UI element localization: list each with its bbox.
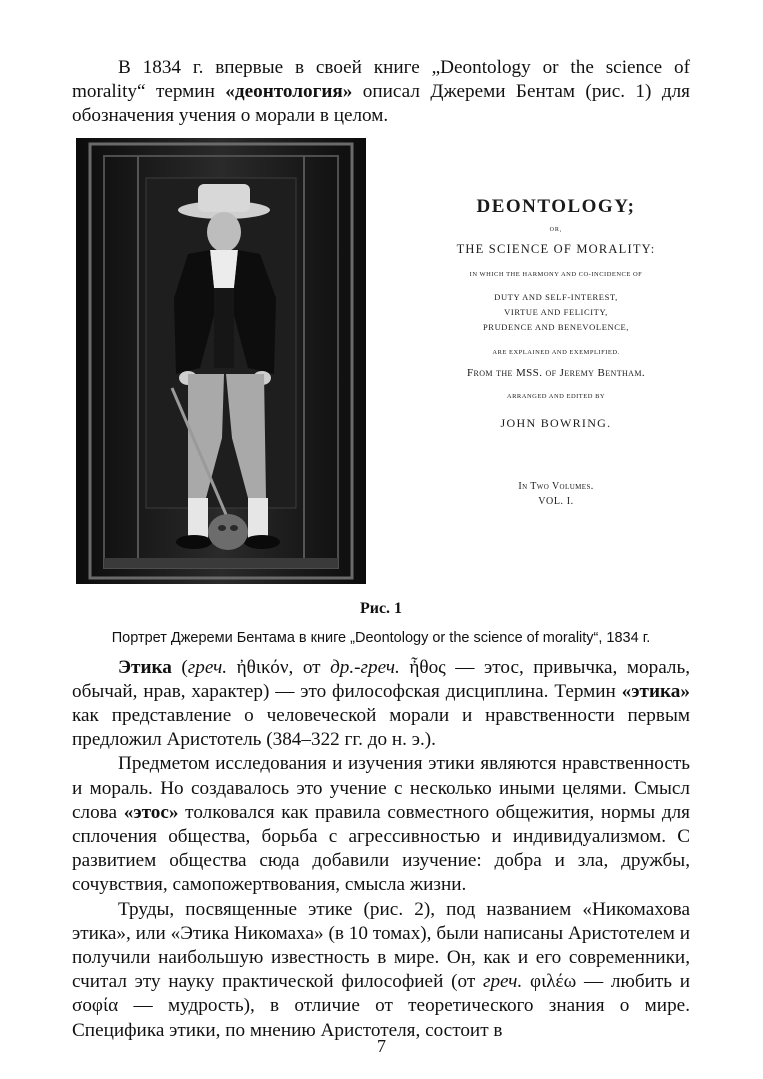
book-volumes: In Two Volumes. bbox=[518, 480, 594, 492]
book-title-or: OR, bbox=[549, 226, 563, 233]
book-subtitle: THE SCIENCE OF MORALITY: bbox=[456, 241, 656, 256]
term-ethics: Этика bbox=[118, 656, 172, 678]
text-span: Предметом исследования и изучения этики являются нравственность и мораль. Но создавалось это учение с несколько иными целями. Смысл слова bbox=[72, 753, 690, 823]
book-from: From the MSS. of Jeremy Bentham. bbox=[466, 366, 646, 379]
text-span: ( bbox=[171, 656, 188, 678]
book-title-page bbox=[422, 196, 690, 507]
intro-text-2: описал Джереми Бентам (рис. 1) для обозначения учения о морали в целом. bbox=[72, 81, 691, 127]
text-span: Труды, посвященные этике (рис. 2), под названием «Никомахова этика», или «Этика Никомаха» (в 10 томах), были написаны Аристотелем и получили наибольшую известность в мире. Он, как и его современники, считал эту науку практической философией (от bbox=[72, 898, 690, 993]
ethics-paragraph-3 bbox=[72, 898, 690, 1043]
text-span: как представление о человеческой морали и нравственности первым предложил Аристотель (384–322 гг. до н. э.). bbox=[72, 705, 690, 751]
page-content bbox=[72, 56, 690, 1043]
intro-text-1: В 1834 г. впервые в своей книге „Deontology or the science of morality“ термин bbox=[72, 57, 690, 103]
book-line-4: PRUDENCE AND BENEVOLENCE, bbox=[482, 321, 630, 332]
greek-label: греч. bbox=[187, 656, 228, 678]
ethics-paragraph-2 bbox=[72, 752, 690, 897]
term-deontology: «деонтология» bbox=[225, 81, 353, 103]
intro-paragraph bbox=[72, 56, 690, 129]
term-ethics-quoted: «этика» bbox=[621, 680, 690, 702]
greek-label: греч. bbox=[482, 971, 523, 993]
book-line-1: IN WHICH THE HARMONY AND CO-INCIDENCE OF bbox=[469, 270, 643, 278]
book-arranged: ARRANGED AND EDITED BY bbox=[506, 392, 606, 400]
figure-caption: Портрет Джереми Бентама в книге „Deontology or the science of morality“, 1834 г. bbox=[111, 629, 651, 646]
book-lines bbox=[422, 290, 690, 335]
book-author: JOHN BOWRING. bbox=[500, 415, 612, 430]
book-line-5: ARE EXPLAINED AND EXEMPLIFIED. bbox=[492, 348, 620, 356]
bentham-auto-icon bbox=[76, 138, 366, 584]
page-number: 7 bbox=[377, 1036, 386, 1056]
old-greek-label: др.-греч. bbox=[330, 656, 400, 678]
book-vol: VOL. I. bbox=[538, 495, 574, 507]
text-span: ἠθικόν, от bbox=[227, 656, 331, 678]
text-span: φιλέω — любить и σοφία — мудрость), в отличие от теоретического знания о мире. Специфика этики, по мнению Аристотеля, состоит в bbox=[72, 971, 690, 1041]
book-line-2: DUTY AND SELF-INTEREST, bbox=[494, 291, 618, 302]
figure-label: Рис. 1 bbox=[359, 599, 403, 617]
bentham-photo bbox=[76, 138, 366, 584]
text-span: толковался как правила совместного общежития, нормы для сплочения общества, борьба с агрессивностью и индивидуализмом. С развитием общества сюда добавили изучение: добра и зла, дружбы, сочувствия, самопожертвования, смысла жизни. bbox=[72, 801, 690, 896]
book-line-3: VIRTUE AND FELICITY, bbox=[504, 306, 608, 317]
figure-1 bbox=[72, 138, 690, 588]
book-title: DEONTOLOGY; bbox=[476, 195, 636, 217]
text-span: ἦθος — этос, привычка, мораль, обычай, нрав, характер) — это философская дисциплина. Термин bbox=[72, 656, 691, 702]
term-ethos: «этос» bbox=[123, 801, 179, 823]
ethics-paragraph-1 bbox=[72, 656, 690, 753]
